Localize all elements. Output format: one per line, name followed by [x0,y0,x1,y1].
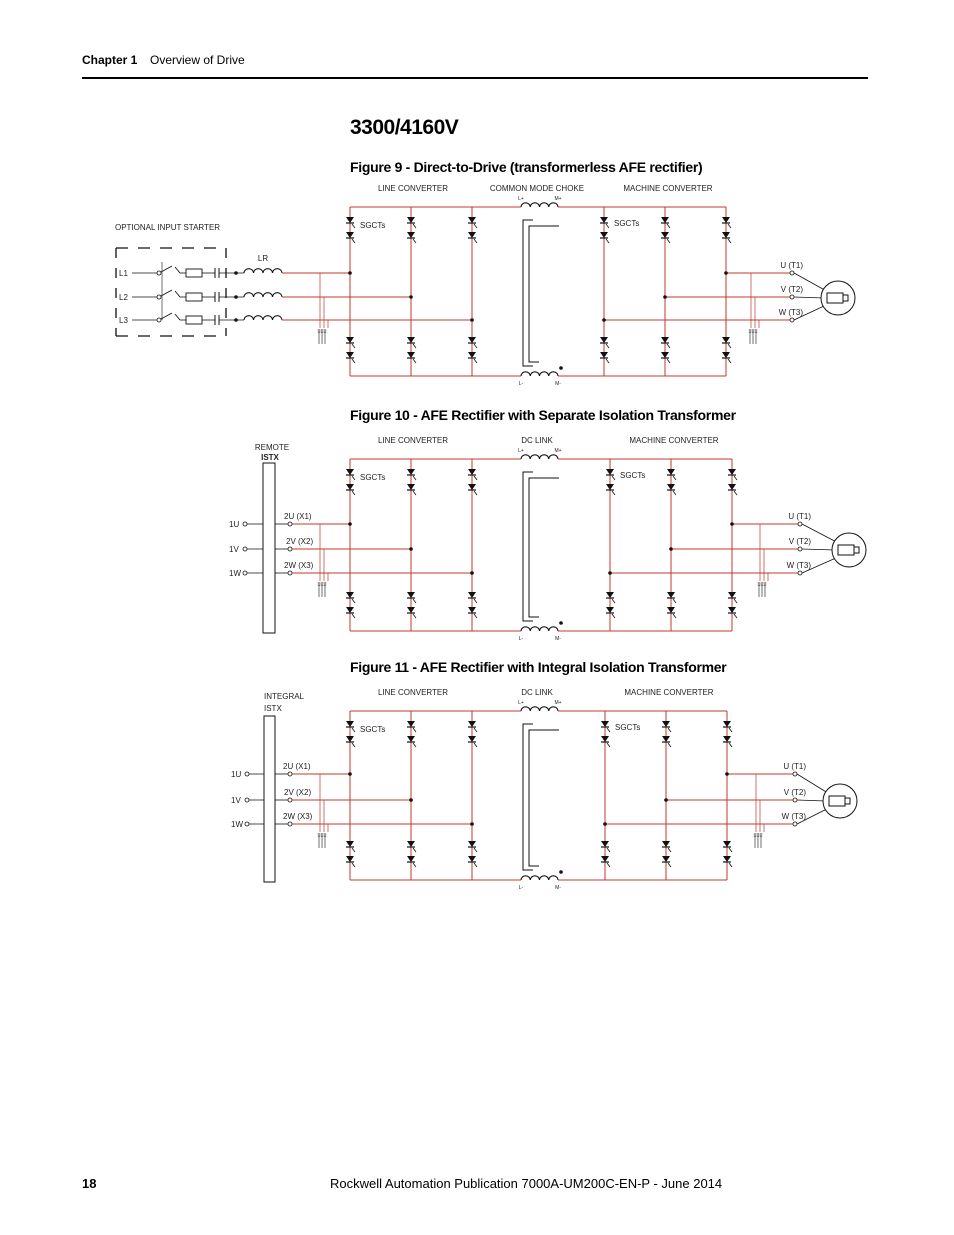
junction-dot [348,772,352,776]
input-starter-label: OPTIONAL INPUT STARTER [115,223,221,232]
terminal-icon [798,522,802,526]
terminal-icon [790,295,794,299]
choke-mminus-label: M- [555,381,561,387]
junction-dot [664,798,668,802]
figure-9-diagram [0,180,954,390]
filter-capacitor-icon [749,330,757,344]
disconnect-contact-icon [157,271,161,275]
output-terminal-label: W (T3) [786,561,811,570]
fuse-icon [186,293,202,301]
choke-lplus-label: L+ [518,448,524,454]
choke-lplus-label: L+ [518,700,524,706]
terminal-icon [245,798,249,802]
choke-mplus-label: M+ [554,196,562,202]
line-converter-label: LINE CONVERTER [377,688,449,697]
secondary-terminal-label: 2V (X2) [286,537,314,546]
motor-body-icon [838,545,854,555]
starter-enclosure-outline [116,248,226,336]
junction-dot [409,798,413,802]
terminal-icon [245,822,249,826]
primary-terminal-label: 1W [229,569,241,578]
line-reactor-coil-icon [244,293,282,297]
output-terminal-label: U (T1) [783,762,806,771]
publication-info: Rockwell Automation Publication 7000A-UM200C-EN-P - June 2014 [330,1176,723,1191]
choke-top-coil-icon [521,203,558,207]
isolation-transformer-icon [263,463,275,633]
machine-converter-label: MACHINE CONVERTER [623,184,713,193]
junction-dot [234,295,238,299]
output-terminal-label: W (T3) [781,812,806,821]
junction-dot [470,571,474,575]
chapter-title: Overview of Drive [150,53,245,67]
terminal-icon [793,822,797,826]
choke-core-icon [523,724,533,870]
filter-capacitor-icon [754,834,762,848]
choke-top-coil-icon [521,707,558,711]
output-terminal-label: W (T3) [778,308,803,317]
junction-dot [409,295,413,299]
output-terminal-label: V (T2) [788,537,811,546]
dc-section-label: DC LINK [521,436,553,445]
choke-top-coil-icon [521,455,558,459]
machine-converter-label: MACHINE CONVERTER [629,436,719,445]
terminal-icon [288,547,292,551]
junction-dot [603,822,607,826]
motor-shaft-icon [843,295,848,301]
junction-dot [559,621,563,625]
terminal-icon [243,547,247,551]
choke-bottom-coil-icon [521,876,558,880]
choke-core-inner-icon [529,226,559,362]
line-reactor-label: LR [257,254,269,263]
dc-section-label: COMMON MODE CHOKE [489,184,585,193]
choke-lminus-label: L- [518,381,524,387]
machine-sgcts-label: SGCTs [615,723,641,732]
line-sgcts-label: SGCTs [360,725,386,734]
figure-11-diagram [0,684,954,894]
terminal-icon [243,571,247,575]
figure-10-diagram [0,432,954,644]
page-number: 18 [82,1176,97,1191]
choke-lminus-label: L- [518,885,524,891]
primary-terminal-label: 1W [231,820,243,829]
choke-bottom-coil-icon [521,372,558,376]
terminal-icon [288,798,292,802]
primary-terminal-label: 1U [231,770,242,779]
motor-shaft-icon [854,547,859,553]
choke-core-icon [523,472,533,621]
line-reactor-coil-icon [244,269,282,273]
terminal-icon [790,318,794,322]
motor-body-icon [827,293,843,303]
junction-dot [663,295,667,299]
junction-dot [608,571,612,575]
junction-dot [725,772,729,776]
terminal-icon [793,798,797,802]
choke-mplus-label: M+ [554,700,562,706]
junction-dot [234,318,238,322]
line-sgcts-label: SGCTs [360,473,386,482]
output-terminal-label: U (T1) [788,512,811,521]
transformer-type-label: ISTX [261,453,279,462]
secondary-terminal-label: 2W (X3) [283,812,313,821]
choke-lminus-label: L- [518,636,524,642]
terminal-icon [793,772,797,776]
choke-core-inner-icon [529,730,559,866]
junction-dot [669,547,673,551]
filter-capacitor-icon [318,583,326,597]
machine-sgcts-label: SGCTs [620,471,646,480]
junction-dot [730,522,734,526]
machine-sgcts-label: SGCTs [614,219,640,228]
choke-mplus-label: M+ [554,448,562,454]
junction-dot [409,547,413,551]
junction-dot [234,271,238,275]
choke-mminus-label: M- [555,636,561,642]
junction-dot [470,318,474,322]
terminal-icon [798,571,802,575]
secondary-terminal-label: 2U (X1) [284,512,312,521]
figure-10-caption: Figure 10 - AFE Rectifier with Separate Isolation Transformer [350,407,736,423]
line-sgcts-label: SGCTs [360,221,386,230]
filter-capacitor-icon [758,583,766,597]
page-header [82,53,868,79]
choke-core-icon [523,220,533,366]
junction-dot [724,271,728,275]
dc-section-label: DC LINK [521,688,553,697]
transformer-label: INTEGRAL [264,692,305,701]
junction-dot [348,271,352,275]
secondary-terminal-label: 2W (X3) [284,561,314,570]
secondary-terminal-label: 2V (X2) [284,788,312,797]
terminal-icon [790,271,794,275]
junction-dot [470,822,474,826]
section-title: 3300/4160V [350,116,459,139]
isolation-transformer-icon [264,716,275,882]
output-terminal-label: U (T1) [780,261,803,270]
machine-converter-label: MACHINE CONVERTER [624,688,714,697]
choke-core-inner-icon [529,478,559,617]
filter-capacitor-icon [318,834,326,848]
terminal-icon [288,822,292,826]
line-reactor-coil-icon [244,316,282,320]
motor-shaft-icon [845,798,850,804]
input-line-label: L1 [119,269,128,278]
output-terminal-label: V (T2) [780,285,803,294]
primary-terminal-label: 1V [231,796,241,805]
primary-terminal-label: 1V [229,545,239,554]
input-line-label: L2 [119,293,128,302]
terminal-icon [243,522,247,526]
starter-enclosure-side [116,248,226,336]
transformer-type-label: ISTX [264,704,282,713]
terminal-icon [288,772,292,776]
motor-body-icon [829,796,845,806]
line-converter-label: LINE CONVERTER [377,436,449,445]
junction-dot [559,870,563,874]
filter-capacitor-icon [318,330,326,344]
junction-dot [559,366,563,370]
chapter-label: Chapter 1 [82,53,138,67]
junction-dot [348,522,352,526]
terminal-icon [798,547,802,551]
disconnect-contact-icon [157,318,161,322]
secondary-terminal-label: 2U (X1) [283,762,311,771]
fuse-icon [186,269,202,277]
figure-11-caption: Figure 11 - AFE Rectifier with Integral Isolation Transformer [350,659,727,675]
line-converter-label: LINE CONVERTER [377,184,449,193]
fuse-icon [186,316,202,324]
disconnect-contact-icon [157,295,161,299]
choke-bottom-coil-icon [521,627,558,631]
terminal-icon [288,522,292,526]
terminal-icon [288,571,292,575]
choke-lplus-label: L+ [518,196,524,202]
input-line-label: L3 [119,316,128,325]
choke-mminus-label: M- [555,885,561,891]
figure-9-caption: Figure 9 - Direct-to-Drive (transformerless AFE rectifier) [350,159,703,175]
transformer-label: REMOTE [254,443,290,452]
terminal-icon [245,772,249,776]
primary-terminal-label: 1U [229,520,240,529]
junction-dot [602,318,606,322]
output-terminal-label: V (T2) [783,788,806,797]
